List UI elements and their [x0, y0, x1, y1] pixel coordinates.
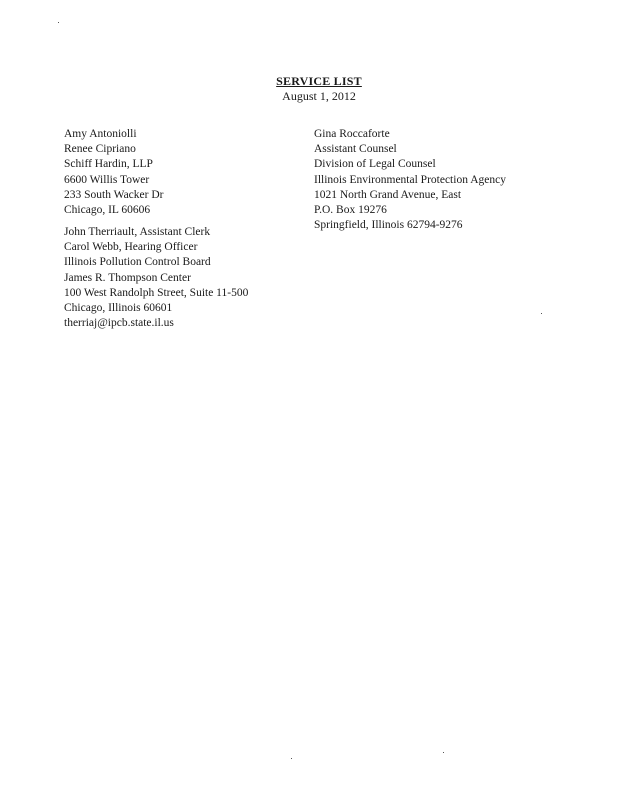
address-line: Division of Legal Counsel	[314, 158, 436, 171]
address-line: 6600 Willis Tower	[64, 173, 150, 186]
document-title: SERVICE LIST	[276, 74, 362, 88]
address-line: 1021 North Grand Avenue, East	[314, 188, 462, 201]
email-address: therriaj@ipcb.state.il.us	[64, 317, 174, 330]
document-date: August 1, 2012	[282, 89, 356, 103]
address-line: Assistant Counsel	[314, 143, 397, 156]
address-line: Amy Antoniolli	[64, 128, 137, 140]
address-line: Carol Webb, Hearing Officer	[64, 241, 198, 254]
address-line: Chicago, Illinois 60601	[64, 302, 173, 315]
address-line: Schiff Hardin, LLP	[64, 158, 153, 171]
address-line: Illinois Environmental Protection Agency	[314, 173, 506, 186]
scan-speck	[291, 758, 292, 759]
address-line: Springfield, Illinois 62794-9276	[314, 219, 463, 232]
scan-speck	[443, 752, 444, 753]
address-block-illinois-epa	[314, 127, 506, 233]
title-block	[0, 74, 618, 104]
address-line: 100 West Randolph Street, Suite 11-500	[64, 286, 249, 299]
address-line: Gina Roccaforte	[314, 128, 390, 140]
scan-speck	[58, 22, 59, 23]
address-line: 233 South Wacker Dr	[64, 188, 164, 201]
address-block-schiff-hardin	[64, 127, 163, 218]
scan-speck	[541, 313, 542, 314]
address-line: Chicago, IL 60606	[64, 204, 151, 217]
address-line: John Therriault, Assistant Clerk	[64, 226, 211, 238]
address-line: Renee Cipriano	[64, 143, 136, 156]
address-line: James R. Thompson Center	[64, 271, 191, 284]
address-line: P.O. Box 19276	[314, 204, 387, 217]
address-line: Illinois Pollution Control Board	[64, 256, 211, 269]
address-block-pollution-control-board	[64, 225, 248, 331]
